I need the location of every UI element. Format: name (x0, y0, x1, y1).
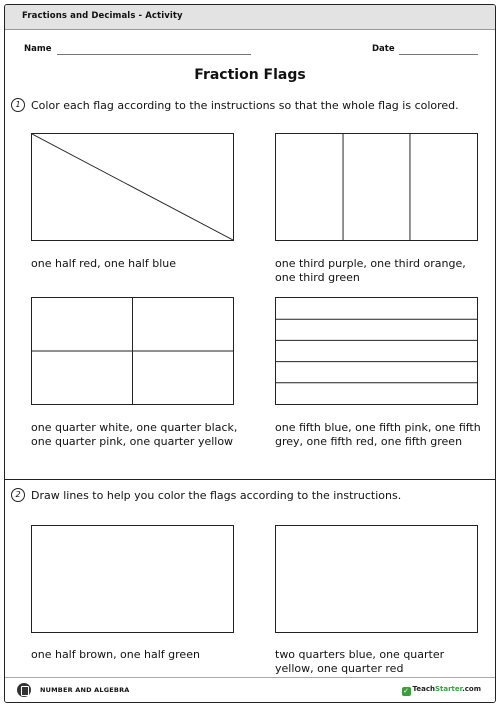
calculator-icon (17, 683, 31, 697)
flag-quarters[interactable] (31, 297, 234, 405)
header-bar (5, 5, 495, 30)
flag-blank-1[interactable] (31, 525, 234, 633)
brand-starter: Starter (434, 685, 463, 693)
section-divider (5, 479, 495, 480)
flag-caption-4: one fifth blue, one fifth pink, one fifth grey, one fifth red, one fifth green (275, 421, 481, 448)
check-icon: ✓ (403, 687, 409, 695)
question-number-2: 2 (11, 488, 25, 502)
header-title: Fractions and Decimals - Activity (22, 11, 183, 21)
flag-blank-2[interactable] (275, 525, 478, 633)
brand-teach: Teach (412, 685, 435, 693)
flag-fifths[interactable] (275, 297, 478, 405)
name-label: Name (24, 44, 52, 54)
flag-caption-3: one quarter white, one quarter black, one quarter pink, one quarter yellow (31, 421, 238, 448)
brand-domain: .com (462, 685, 481, 693)
question-number-1: 1 (11, 98, 25, 112)
flag-caption-1: one half red, one half blue (31, 257, 177, 270)
page-title: Fraction Flags (194, 67, 306, 83)
footer-bar (5, 677, 495, 702)
question-2-instruction: Draw lines to help you color the flags according to the instructions. (31, 489, 402, 502)
worksheet (4, 4, 496, 703)
flag-caption-5: one half brown, one half green (31, 648, 200, 661)
name-field[interactable] (57, 54, 251, 55)
flag-lines (276, 298, 477, 404)
question-1-instruction: Color each flag according to the instructions so that the whole flag is colored. (31, 99, 459, 112)
date-field[interactable] (399, 54, 478, 55)
footer-category: NUMBER AND ALGEBRA (40, 686, 130, 694)
brand-logo (402, 685, 482, 696)
date-label: Date (372, 44, 395, 54)
flag-caption-2: one third purple, one third orange, one third green (275, 257, 466, 284)
flag-thirds[interactable] (275, 133, 478, 241)
flag-caption-6: two quarters blue, one quarter yellow, one quarter red (275, 648, 445, 675)
flag-half-diagonal[interactable] (31, 133, 234, 241)
flag-lines (276, 134, 477, 240)
flag-lines (32, 298, 233, 404)
flag-lines (32, 134, 233, 240)
